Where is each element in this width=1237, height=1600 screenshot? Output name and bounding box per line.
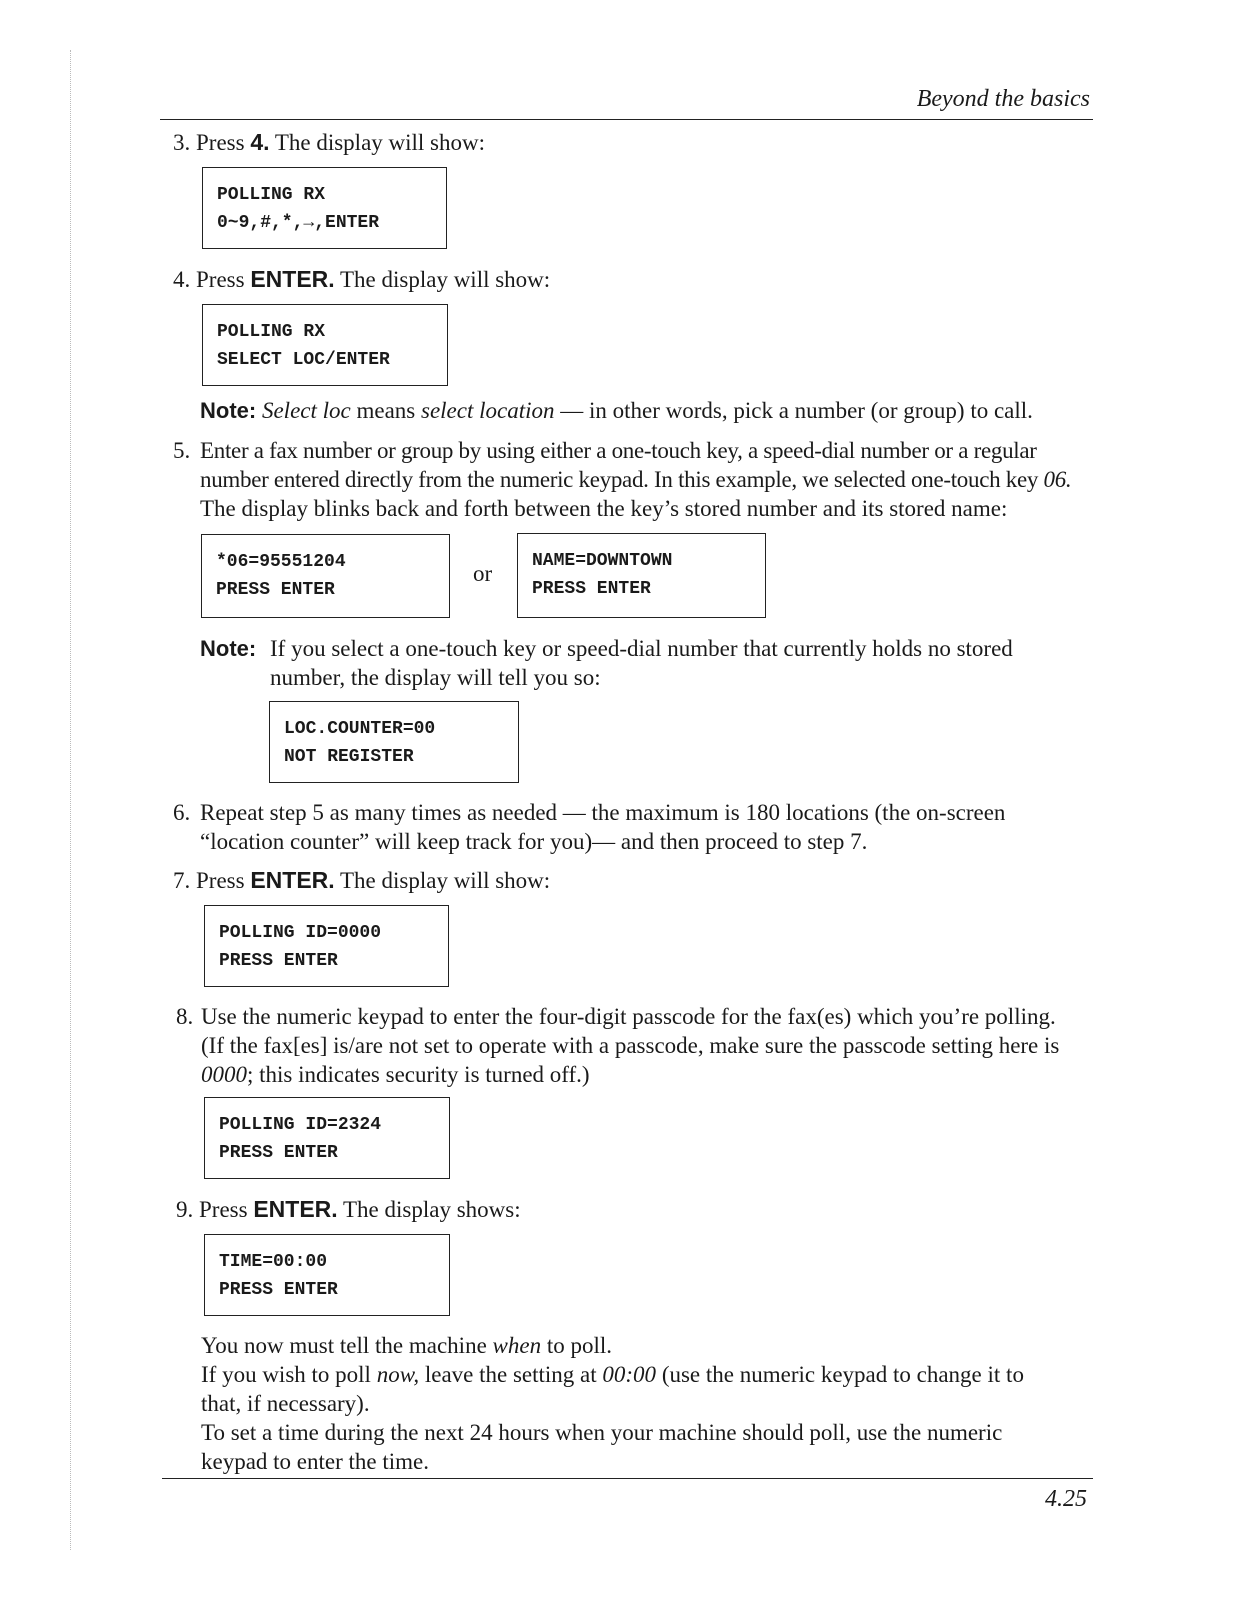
note-label: Note: [200, 636, 257, 661]
text-line: Use the numeric keypad to enter the four-digit passcode for the fax(es) which you’re polling. [201, 1004, 1056, 1029]
step-text-post: The display shows: [337, 1197, 521, 1222]
lcd-display [201, 534, 450, 618]
note-select-loc [200, 396, 1100, 425]
text-line: The display blinks back and forth between the key’s stored number and its stored name: [200, 496, 1008, 521]
lcd-line: NOT REGISTER [284, 747, 414, 767]
running-header: Beyond the basics [916, 86, 1090, 112]
text-line: that, if necessary). [201, 1391, 370, 1416]
lcd-display [269, 701, 519, 783]
lcd-line: POLLING ID=2324 [219, 1115, 382, 1135]
step-number: 9. [176, 1197, 194, 1222]
step-text-pre: Press [196, 868, 251, 893]
lcd-line: 0~9,#,*,→,ENTER [217, 213, 380, 233]
lcd-line: TIME=00:00 [219, 1252, 328, 1272]
note-no-stored-number [200, 634, 256, 663]
page-number: 4.25 [1045, 1486, 1087, 1512]
step-text-pre: Press [196, 267, 251, 292]
step-number: 4. [173, 267, 191, 292]
note-2-text [270, 634, 1090, 692]
step-number-6: 6. [173, 800, 191, 825]
text-emphasis: now, [376, 1362, 420, 1387]
lcd-line: PRESS ENTER [219, 951, 338, 971]
step-text-post: The display will show: [269, 130, 486, 155]
text-line: To set a time during the next 24 hours when your machine should poll, use the numeric [201, 1420, 1003, 1445]
lcd-line: *06=95551204 [216, 552, 346, 572]
lcd-line: SELECT LOC/ENTER [217, 350, 390, 370]
text-line: (If the fax[es] is/are not set to operate with a passcode, make sure the passcode setting here is [201, 1033, 1060, 1058]
step-8-text [201, 1002, 1101, 1089]
text-run: (use the numeric keypad to change it to [656, 1362, 1024, 1387]
step-6-text [200, 798, 1100, 856]
text-line: number, the display will tell you so: [270, 665, 601, 690]
step-number: 7. [173, 868, 191, 893]
step-number-8: 8. [176, 1004, 194, 1029]
passcode-emphasis: 0000 [201, 1062, 247, 1087]
lcd-display [204, 905, 449, 987]
text-emphasis: 00:00 [602, 1362, 657, 1387]
lcd-line: POLLING ID=0000 [219, 923, 382, 943]
step-text-post: The display will show: [334, 868, 551, 893]
lcd-line: PRESS ENTER [216, 580, 335, 600]
step-text-pre: Press [199, 1197, 254, 1222]
text-run: If you wish to poll [201, 1362, 377, 1387]
text-line [201, 1331, 1101, 1360]
or-separator: or [473, 561, 493, 586]
lcd-line: POLLING RX [217, 322, 326, 342]
lcd-display [204, 1097, 450, 1179]
lcd-line: PRESS ENTER [219, 1280, 338, 1300]
text-emphasis: when [492, 1333, 542, 1358]
key-name: 4. [250, 129, 270, 155]
step-text-post: The display will show: [334, 267, 551, 292]
lcd-line: PRESS ENTER [219, 1143, 338, 1163]
note-text: means [350, 398, 421, 423]
lcd-display [202, 304, 448, 386]
text-run: to poll. [541, 1333, 613, 1358]
step-3 [173, 128, 485, 157]
note-text: — in other words, pick a number (or group) to call. [554, 398, 1033, 423]
text-line: Repeat step 5 as many times as needed — the maximum is 180 locations (the on-screen [200, 800, 1006, 825]
step-number-5: 5. [173, 438, 191, 463]
text-run: number entered directly from the numeric keypad. In this example, we selected one-touch key [200, 467, 1044, 492]
header-rule [160, 119, 1093, 120]
text-line [200, 465, 1100, 494]
lcd-line: PRESS ENTER [532, 579, 651, 599]
lcd-display [517, 533, 766, 618]
text-run: ; this indicates security is turned off.) [247, 1062, 590, 1087]
text-run: leave the setting at [419, 1362, 603, 1387]
lcd-line: NAME=DOWNTOWN [532, 551, 673, 571]
step-7 [173, 866, 550, 895]
lcd-line: LOC.COUNTER=00 [284, 719, 436, 739]
lcd-display [202, 167, 447, 249]
key-name: ENTER. [250, 266, 335, 292]
lcd-line: POLLING RX [217, 185, 326, 205]
note-emphasis: select location [421, 398, 555, 423]
closing-text [201, 1331, 1101, 1476]
text-line: “location counter” will keep track for you)— and then proceed to step 7. [200, 829, 868, 854]
footer-rule [162, 1478, 1093, 1479]
text-line [201, 1360, 1101, 1389]
note-emphasis: Select loc [261, 398, 351, 423]
step-4 [173, 265, 550, 294]
lcd-display [204, 1234, 450, 1316]
margin-guide [70, 50, 71, 1550]
step-5-text [200, 436, 1100, 523]
key-emphasis: 06. [1043, 467, 1072, 492]
key-name: ENTER. [250, 867, 335, 893]
note-label: Note: [200, 398, 257, 423]
text-line: Enter a fax number or group by using either a one-touch key, a speed-dial number or a regular [200, 438, 1037, 463]
step-text-pre: Press [196, 130, 251, 155]
text-line: If you select a one-touch key or speed-dial number that currently holds no stored [270, 636, 1013, 661]
text-line: keypad to enter the time. [201, 1449, 430, 1474]
step-number: 3. [173, 130, 191, 155]
text-run: You now must tell the machine [201, 1333, 493, 1358]
text-line [201, 1060, 1101, 1089]
step-9 [176, 1195, 521, 1224]
key-name: ENTER. [253, 1196, 338, 1222]
